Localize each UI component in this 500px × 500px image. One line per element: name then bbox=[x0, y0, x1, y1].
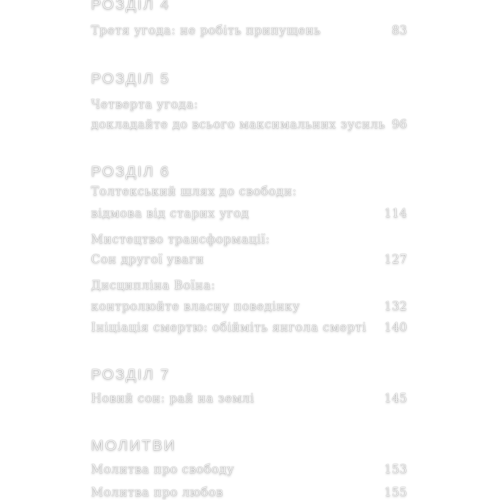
toc-entry-ch5-1-page: 96 bbox=[391, 117, 407, 131]
toc-entry-ch4-1-title: Третя угода: не робіть припущень bbox=[91, 23, 321, 37]
prayers-heading: МОЛИТВИ bbox=[91, 437, 177, 454]
toc-entry-prayers-1-title: Молитва про свободу bbox=[91, 462, 235, 476]
chapter-5-heading: РОЗДІЛ 5 bbox=[91, 70, 171, 87]
toc-entry-ch6-3-title-line1: Дисципліна Воїна: bbox=[91, 278, 216, 292]
toc-entry-ch5-1-title-line2: докладайте до всього максимальних зусиль bbox=[91, 117, 386, 131]
chapter-6-heading: РОЗДІЛ 6 bbox=[91, 163, 171, 180]
toc-entry-ch7-1-page: 145 bbox=[384, 391, 407, 405]
toc-entry-ch6-1-title-line1: Толтекський шлях до свободи: bbox=[91, 184, 297, 198]
toc-entry-ch6-2-page: 127 bbox=[384, 252, 407, 266]
toc-entry-ch6-2-title-line2: Сон другої уваги bbox=[91, 252, 205, 266]
chapter-4-heading: РОЗДІЛ 4 bbox=[91, 0, 171, 13]
toc-entry-prayers-2-page: 155 bbox=[384, 485, 407, 499]
toc-entry-ch6-3-title-line2: контролюйте власну поведінку bbox=[91, 299, 301, 313]
toc-entry-prayers-1-page: 153 bbox=[384, 462, 407, 476]
toc-entry-ch6-4-page: 140 bbox=[384, 320, 407, 334]
toc-entry-ch6-1-title-line2: відмова від старих угод bbox=[91, 206, 249, 220]
toc-entry-ch6-2-title-line1: Мистецтво трансформації: bbox=[91, 232, 270, 246]
toc-entry-prayers-2-title: Молитва про любов bbox=[91, 485, 224, 499]
toc-entry-ch4-1-page: 83 bbox=[391, 23, 407, 37]
toc-entry-ch6-4-title: Ініціація смертю: обійміть янгола смерті bbox=[91, 320, 367, 334]
toc-entry-ch7-1-title: Новий сон: рай на землі bbox=[91, 391, 255, 405]
toc-entry-ch6-1-page: 114 bbox=[384, 206, 407, 220]
toc-entry-ch6-3-page: 132 bbox=[384, 299, 407, 313]
chapter-7-heading: РОЗДІЛ 7 bbox=[91, 366, 171, 383]
toc-entry-ch5-1-title-line1: Четверта угода: bbox=[91, 97, 199, 111]
